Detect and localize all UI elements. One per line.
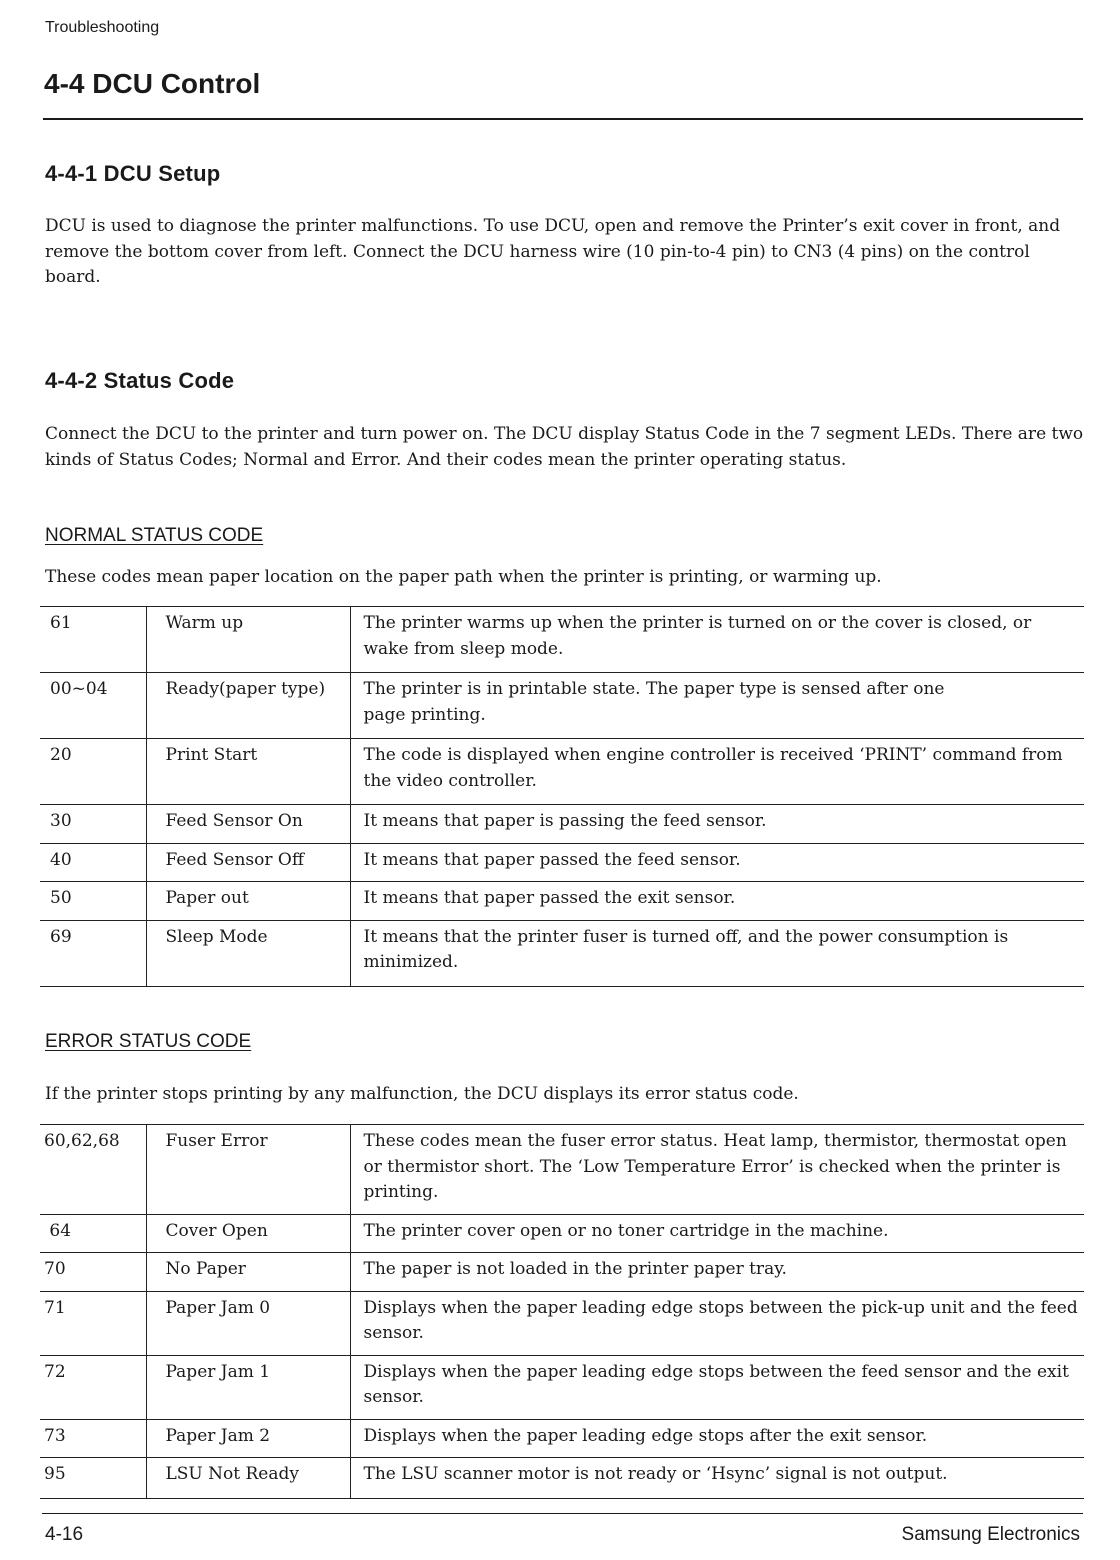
error-status-intro: If the printer stops printing by any malfunction, the DCU displays its error status code.: [45, 1084, 799, 1104]
error-status-table: [40, 1124, 1084, 1499]
error-code-cell: 64: [40, 1214, 146, 1253]
error-name-cell: Paper Jam 0: [146, 1291, 350, 1355]
table-row: [40, 1125, 1084, 1215]
status-description-cell: It means that the printer fuser is turned off, and the power consumption is minimized.: [350, 920, 1084, 986]
status-code-paragraph: Connect the DCU to the printer and turn power on. The DCU display Status Code in the 7 segment LEDs. There are two kinds of Status Codes; Normal and Error. And their codes mean the printer operating status.: [45, 424, 1084, 470]
status-code-cell: 40: [40, 843, 146, 882]
error-description-cell: Displays when the paper leading edge stops between the pick-up unit and the feed sensor.: [350, 1291, 1084, 1355]
table-row: [40, 1458, 1084, 1499]
running-head: Troubleshooting: [45, 19, 160, 36]
footer-rule: [42, 1513, 1083, 1514]
error-name-cell: No Paper: [146, 1253, 350, 1292]
error-code-cell: 95: [40, 1458, 146, 1499]
normal-status-heading: NORMAL STATUS CODE: [45, 525, 264, 546]
table-row: [40, 920, 1084, 986]
table-row: [40, 843, 1084, 882]
error-description-cell: Displays when the paper leading edge stops after the exit sensor.: [350, 1419, 1084, 1458]
error-description-cell: Displays when the paper leading edge stops between the feed sensor and the exit sensor.: [350, 1355, 1084, 1419]
status-name-cell: Ready(paper type): [146, 673, 350, 739]
error-description-cell: The LSU scanner motor is not ready or ‘Hsync’ signal is not output.: [350, 1458, 1084, 1499]
table-row: [40, 882, 1084, 921]
footer-brand: Samsung Electronics: [901, 1524, 1080, 1545]
section-title-dcu-setup: 4-4-1 DCU Setup: [45, 161, 221, 186]
status-code-cell: 30: [40, 805, 146, 844]
table-row: [40, 1291, 1084, 1355]
error-name-cell: Fuser Error: [146, 1125, 350, 1215]
status-description-cell: It means that paper passed the feed sensor.: [350, 843, 1084, 882]
error-name-cell: Paper Jam 2: [146, 1419, 350, 1458]
status-description-cell: It means that paper is passing the feed sensor.: [350, 805, 1084, 844]
status-description-cell: The printer is in printable state. The paper type is sensed after one page printing.: [350, 673, 1084, 739]
status-name-cell: Paper out: [146, 882, 350, 921]
error-code-cell: 60,62,68: [40, 1125, 146, 1215]
error-code-cell: 71: [40, 1291, 146, 1355]
table-row: [40, 673, 1084, 739]
page-number: 4-16: [45, 1524, 84, 1545]
error-name-cell: Cover Open: [146, 1214, 350, 1253]
dcu-setup-paragraph: DCU is used to diagnose the printer malfunctions. To use DCU, open and remove the Printer’s exit cover in front, and remove the bottom cover from left. Connect the DCU harness wire (10 pin-to-4 pin) to CN3 (4 pins) on the control board.: [45, 216, 1061, 287]
status-name-cell: Print Start: [146, 739, 350, 805]
table-row: [40, 1355, 1084, 1419]
table-row: [40, 1253, 1084, 1292]
section-title-status-code: 4-4-2 Status Code: [45, 368, 235, 393]
table-row: [40, 1419, 1084, 1458]
status-description-cell: The code is displayed when engine controller is received ‘PRINT’ command from the video controller.: [350, 739, 1084, 805]
status-code-cell: 50: [40, 882, 146, 921]
status-description-cell: The printer warms up when the printer is turned on or the cover is closed, or wake from sleep mode.: [350, 607, 1084, 673]
normal-status-table: [40, 606, 1084, 987]
error-description-cell: The paper is not loaded in the printer paper tray.: [350, 1253, 1084, 1292]
error-description-cell: The printer cover open or no toner cartridge in the machine.: [350, 1214, 1084, 1253]
error-name-cell: LSU Not Ready: [146, 1458, 350, 1499]
status-code-cell: 00~04: [40, 673, 146, 739]
table-row: [40, 805, 1084, 844]
error-description-cell: These codes mean the fuser error status. Heat lamp, thermistor, thermostat open or thermistor short. The ‘Low Temperature Error’ is checked when the printer is printing.: [350, 1125, 1084, 1215]
status-name-cell: Warm up: [146, 607, 350, 673]
status-code-cell: 69: [40, 920, 146, 986]
status-name-cell: Feed Sensor On: [146, 805, 350, 844]
error-code-cell: 70: [40, 1253, 146, 1292]
chapter-title: 4-4 DCU Control: [44, 68, 261, 99]
error-status-heading: ERROR STATUS CODE: [45, 1031, 252, 1052]
error-name-cell: Paper Jam 1: [146, 1355, 350, 1419]
normal-status-intro: These codes mean paper location on the paper path when the printer is printing, or warming up.: [45, 567, 882, 587]
status-code-cell: 61: [40, 607, 146, 673]
table-row: [40, 607, 1084, 673]
table-row: [40, 739, 1084, 805]
status-name-cell: Feed Sensor Off: [146, 843, 350, 882]
table-row: [40, 1214, 1084, 1253]
status-code-cell: 20: [40, 739, 146, 805]
chapter-rule: [43, 118, 1083, 120]
error-code-cell: 72: [40, 1355, 146, 1419]
status-name-cell: Sleep Mode: [146, 920, 350, 986]
status-description-cell: It means that paper passed the exit sensor.: [350, 882, 1084, 921]
error-code-cell: 73: [40, 1419, 146, 1458]
